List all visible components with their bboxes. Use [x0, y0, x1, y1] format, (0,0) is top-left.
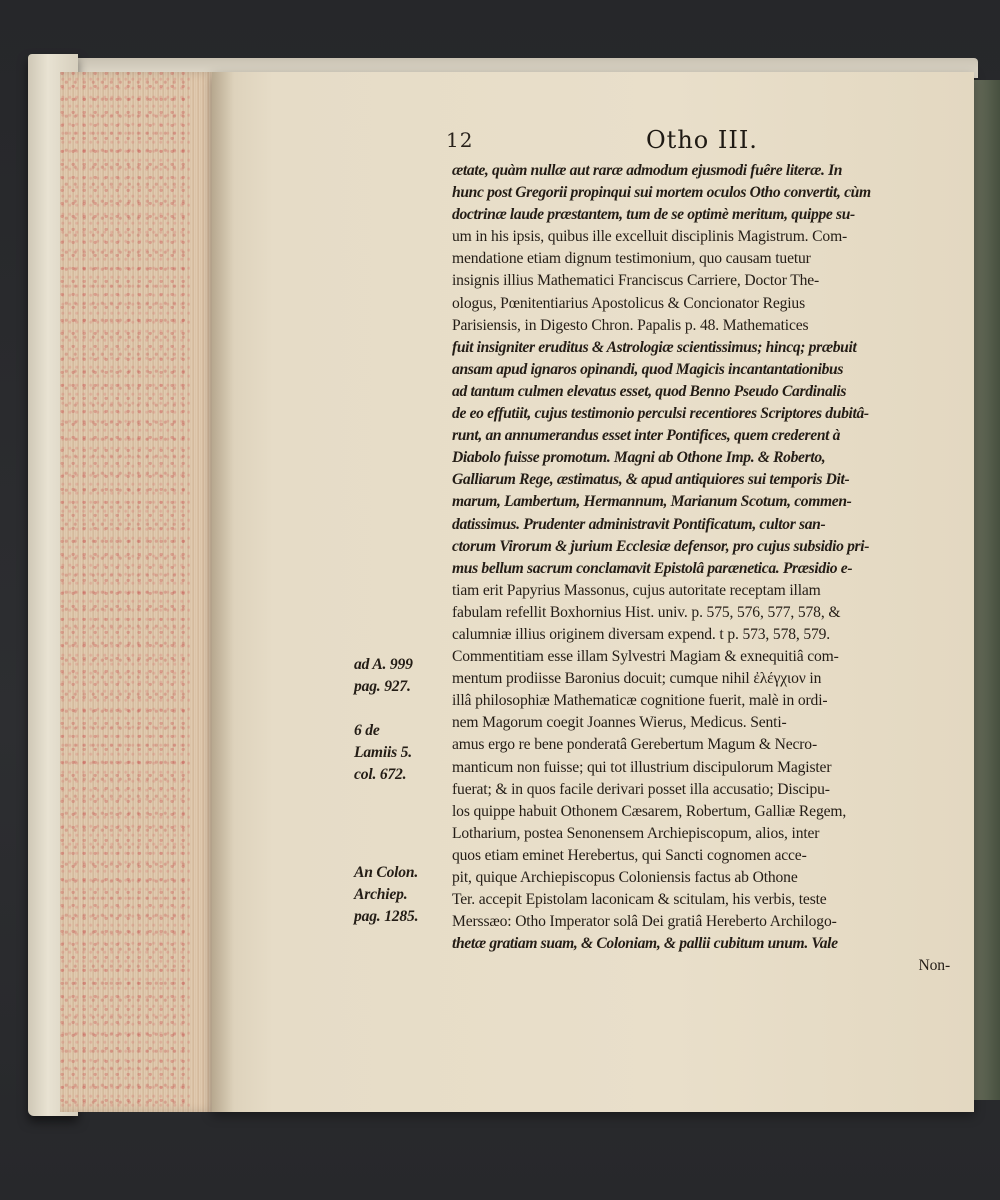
text-line: amus ergo re bene ponderatâ Gerebertum Magum & Necro- — [452, 736, 817, 754]
text-line: tiam erit Papyrius Massonus, cujus autoritate receptam illam — [452, 581, 821, 599]
text-line: marum, Lambertum, Hermannum, Marianum Scotum, commen- — [452, 493, 852, 511]
text-line: manticum non fuisse; qui tot illustrium discipulorum Magister — [452, 758, 832, 776]
text-line: illâ philosophiæ Mathematicæ cognitione fuerit, malè in ordi- — [452, 692, 828, 710]
body-text — [452, 160, 976, 977]
text-line: de eo effutiit, cujus testimonio perculsi recentiores Scriptores dubitâ- — [452, 405, 869, 423]
page-header — [440, 128, 980, 160]
margin-note: An Colon. — [354, 864, 419, 881]
text-line: runt, an annumerandus esset inter Pontifices, quem crederent à — [452, 427, 841, 445]
text-line: um in his ipsis, quibus ille excelluit disciplinis Magistrum. Com- — [452, 228, 848, 246]
text-line: Ter. accepit Epistolam laconicam & scitulam, his verbis, teste — [452, 891, 827, 909]
text-line: ologus, Pœnitentiarius Apostolicus & Concionator Regius — [452, 294, 805, 312]
text-line: calumniæ illius originem diversam expend. t p. 573, 578, 579. — [452, 625, 831, 643]
page-number: 12 — [446, 128, 474, 152]
text-line: Parisiensis, in Digesto Chron. Papalis p. 48. Mathematices — [452, 316, 809, 334]
text-line: mus bellum sacrum conclamavit Epistolâ parænetica. Præsidio e- — [452, 559, 853, 577]
margin-note: pag. 1285. — [354, 908, 419, 925]
text-line: ætate, quàm nullæ aut raræ admodum ejusmodi fuêre literæ. In — [452, 162, 843, 179]
catchword: Non- — [918, 957, 950, 975]
text-line: datissimus. Prudenter administravit Pontificatum, cultor san- — [452, 515, 826, 533]
margin-note: 6 de — [354, 722, 380, 739]
margin-note: ad A. 999 — [354, 656, 413, 673]
margin-note: col. 672. — [354, 766, 407, 783]
text-line: Diabolo fuisse promotum. Magni ab Othone Imp. & Roberto, — [452, 449, 826, 467]
text-line: Lotharium, postea Senonensem Archiepiscopum, alios, inter — [452, 824, 820, 842]
page-gutter-shadow — [212, 72, 234, 1112]
text-line: ansam apud ignaros opinandi, quod Magicis incantantationibus — [452, 360, 844, 378]
text-line: ctorum Virorum & jurium Ecclesiæ defensor, pro cujus subsidio pri- — [452, 537, 870, 555]
text-line: Galliarum Rege, æstimatus, & apud antiquiores sui temporis Dit- — [452, 471, 850, 489]
text-line: doctrinæ laude præstantem, tum de se optimè meritum, quippe su- — [452, 206, 855, 224]
text-line: mentum prodiisse Baronius docuit; cumque nihil ἐλέγχιον in — [452, 670, 822, 688]
text-line: los quippe habuit Othonem Cæsarem, Robertum, Galliæ Regem, — [452, 802, 847, 820]
text-line: mendatione etiam dignum testimonium, quo causam tuetur — [452, 250, 811, 268]
text-line: Commentitiam esse illam Sylvestri Magiam & exnequitiâ com- — [452, 648, 839, 666]
running-head: Otho III. — [646, 126, 758, 154]
text-line: fuit insigniter eruditus & Astrologiæ scientissimus; hincq; præbuit — [452, 338, 857, 356]
text-line: Merssæo: Otho Imperator solâ Dei gratiâ Hereberto Archilogo- — [452, 913, 837, 931]
margin-note: pag. 927. — [354, 678, 411, 695]
margin-note: Lamiis 5. — [354, 744, 412, 761]
text-line: hunc post Gregorii propinqui sui mortem oculos Otho convertit, cùm — [452, 184, 871, 202]
text-line: insignis illius Mathematici Franciscus Carriere, Doctor The- — [452, 272, 820, 290]
facing-page-edge — [972, 80, 1000, 1100]
text-line: quos etiam eminet Herebertus, qui Sancti cognomen acce- — [452, 846, 807, 864]
text-line: pit, quique Archiepiscopus Coloniensis factus ab Othone — [452, 869, 798, 886]
text-line: nem Magorum coegit Joannes Wierus, Medicus. Senti- — [452, 714, 787, 732]
text-line: fuerat; & in quos facile derivari posset illa accusatio; Discipu- — [452, 780, 830, 798]
text-line: thetæ gratiam suam, & Coloniam, & pallii cubitum unum. Vale — [452, 935, 838, 953]
text-line: ad tantum culmen elevatus esset, quod Benno Pseudo Cardinalis — [452, 382, 847, 400]
margin-note: Archiep. — [354, 886, 408, 903]
text-line: fabulam refellit Boxhornius Hist. univ. p. 575, 576, 577, 578, & — [452, 603, 841, 621]
red-sprinkled-edge — [60, 72, 190, 1112]
